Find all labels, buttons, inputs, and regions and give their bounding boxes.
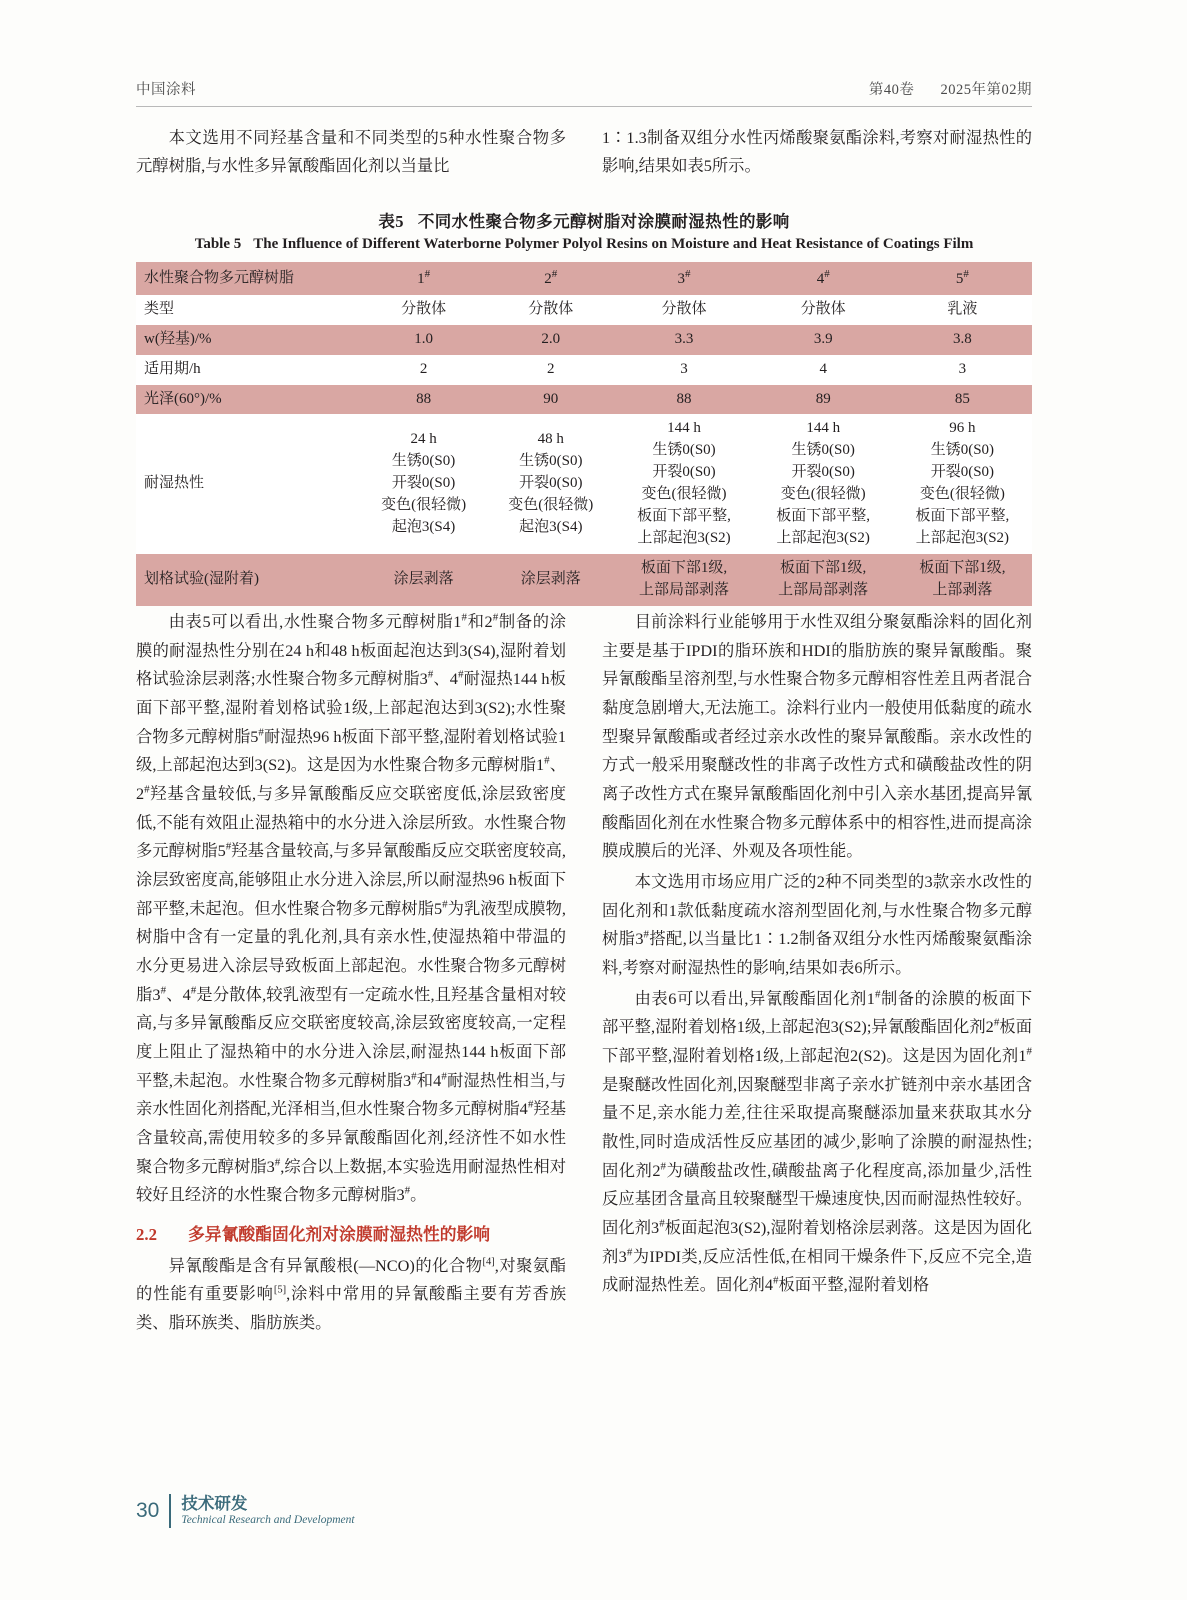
- table-cell: 板面下部1级, 上部剥落: [893, 554, 1032, 606]
- table-cell: 3: [893, 355, 1032, 385]
- table-caption-cn: [136, 208, 1032, 232]
- table-cell: 85: [893, 385, 1032, 415]
- body-paragraph: 目前涂料行业能够用于水性双组分聚氨酯涂料的固化剂主要是基于IPDI的脂环族和HDI的脂肪族的聚异氰酸酯。聚异氰酸酯呈溶剂型,与水性聚合物多元醇相容性差且两者混合黏度急剧增大,无法施工。涂料行业内一般使用低黏度的疏水型聚异氰酸酯或者经过亲水改性的聚异氰酸酯。亲水改性的方式一般采用聚醚改性的非离子改性方式和磺酸盐改性的阴离子改性方式在聚异氰酸酯固化剂中引入亲水基团,提高异氰酸酯固化剂在水性聚合物多元醇体系中的相容性,进而提高涂膜成膜后的光泽、外观及各项性能。: [602, 612, 1032, 861]
- table-cell: 3.3: [614, 325, 753, 355]
- table-cell: 144 h 生锈0(S0) 开裂0(S0) 变色(很轻微) 板面下部平整, 上部起泡3(S2): [614, 414, 753, 553]
- table-cell: 分散体: [360, 295, 487, 325]
- journal-name: 中国涂料: [136, 82, 196, 98]
- table-cell: 板面下部1级, 上部局部剥落: [754, 554, 893, 606]
- table-cell: 2.0: [487, 325, 614, 355]
- table-row-label: 划格试验(湿附着): [136, 554, 360, 606]
- table-row: [136, 262, 1032, 295]
- table-row-label: 光泽(60°)/%: [136, 385, 360, 415]
- intro-columns: [136, 124, 1032, 180]
- page-footer: [136, 1494, 355, 1528]
- table-cell: 分散体: [614, 295, 753, 325]
- table-row: [136, 385, 1032, 415]
- table-row: [136, 554, 1032, 606]
- table-row-label: 类型: [136, 295, 360, 325]
- table-row-label: w(羟基)/%: [136, 325, 360, 355]
- table-row-label: 水性聚合物多元醇树脂: [136, 262, 360, 295]
- table-cell: 分散体: [487, 295, 614, 325]
- section-title: 多异氰酸酯固化剂对涂膜耐湿热性的影响: [188, 1225, 491, 1245]
- footer-section-cn: 技术研发: [181, 1494, 248, 1514]
- body-paragraph: 由表5可以看出,水性聚合物多元醇树脂1#和2#制备的涂膜的耐湿热性分别在24 h和48 h板面起泡达到3(S4),湿附着划格试验涂层剥落;水性聚合物多元醇树脂3#、4#耐湿热144 h板面下部平整,湿附着划格试验1级,上部起泡达到3(S2);水性聚合物多元醇树脂5#耐湿热96 h板面下部平整,湿附着划格试验1级,上部起泡达到3(S2)。这是因为水性聚合物多元醇树脂1#、2#羟基含量较低,与多异氰酸酯反应交联密度低,涂层致密度低,不能有效阻止湿热箱中的水分进入涂层所致。水性聚合物多元醇树脂5#羟基含量较高,与多异氰酸酯反应交联密度较高,涂层致密度高,能够阻止水分进入涂层,所以耐湿热96 h板面下部平整,未起泡。但水性聚合物多元醇树脂5#为乳液型成膜物,树脂中含有一定量的乳化剂,具有亲水性,使湿热箱中带温的水分更易进入涂层导致板面上部起泡。水性聚合物多元醇树脂3#、4#是分散体,较乳液型有一定疏水性,且羟基含量相对较高,与多异氰酸酯反应交联密度较高,涂层致密度较高,一定程度上阻止了湿热箱中的水分进入涂层,耐湿热144 h板面下部平整,未起泡。水性聚合物多元醇树脂3#和4#耐湿热性相当,与亲水性固化剂搭配,光泽相当,但水性聚合物多元醇树脂4#羟基含量较高,需使用较多的多异氰酸酯固化剂,经济性不如水性聚合物多元醇树脂3#,综合以上数据,本实验选用耐湿热性相对较好且经济的水性聚合物多元醇树脂3#。: [136, 611, 566, 1205]
- table-cell: 乳液: [893, 295, 1032, 325]
- table-cell: 涂层剥落: [487, 554, 614, 606]
- table-caption-cn-number: 表5: [378, 212, 404, 231]
- table-cell: 3: [614, 355, 753, 385]
- table-cell: 5#: [893, 262, 1032, 295]
- body-paragraph: 由表6可以看出,异氰酸酯固化剂1#制备的涂膜的板面下部平整,湿附着划格1级,上部起泡3(S2);异氰酸酯固化剂2#板面下部平整,湿附着划格1级,上部起泡2(S2)。这是因为固化剂1#是聚醚改性固化剂,因聚醚型非离子亲水扩链剂中亲水基团含量不足,亲水能力差,往往采取提高聚醚添加量来获取其水分散性,同时造成活性反应基团的减少,影响了涂膜的耐湿热性;固化剂2#为磺酸盐改性,磺酸盐离子化程度高,添加量少,活性反应基团含量高且较聚醚型干燥速度快,因而耐湿热性较好。固化剂3#板面起泡3(S2),湿附着划格涂层剥落。这是因为固化剂3#为IPDI类,反应活性低,在相同干燥条件下,反应不完全,造成耐湿热性差。固化剂4#板面平整,湿附着划格: [602, 988, 1032, 1295]
- body-right-column: [602, 608, 1032, 1338]
- table-cell: 144 h 生锈0(S0) 开裂0(S0) 变色(很轻微) 板面下部平整, 上部起泡3(S2): [754, 414, 893, 553]
- section-number: 2.2: [136, 1225, 157, 1245]
- table-row-label: 适用期/h: [136, 355, 360, 385]
- table-cell: 2#: [487, 262, 614, 295]
- footer-section-en: Technical Research and Development: [181, 1514, 355, 1526]
- intro-right-paragraph: 1∶1.3制备双组分水性丙烯酸聚氨酯涂料,考察对耐湿热性的影响,结果如表5所示。: [602, 128, 1032, 176]
- table-cell: 3#: [614, 262, 753, 295]
- volume-label: 第40卷: [868, 82, 915, 98]
- table-row: [136, 295, 1032, 325]
- page-number: 30: [136, 1499, 160, 1522]
- table-cell: 48 h 生锈0(S0) 开裂0(S0) 变色(很轻微) 起泡3(S4): [487, 414, 614, 553]
- table-cell: 96 h 生锈0(S0) 开裂0(S0) 变色(很轻微) 板面下部平整, 上部起泡3(S2): [893, 414, 1032, 553]
- table-cell: 1.0: [360, 325, 487, 355]
- header-divider: [136, 106, 1032, 107]
- body-paragraph: 本文选用市场应用广泛的2种不同类型的3款亲水改性的固化剂和1款低黏度疏水溶剂型固化剂,与水性聚合物多元醇树脂3#搭配,以当量比1∶1.2制备双组分水性丙烯酸聚氨酯涂料,考察对耐湿热性的影响,结果如表6所示。: [602, 872, 1032, 978]
- table-row-label: 耐湿热性: [136, 414, 360, 553]
- table-row: [136, 414, 1032, 553]
- table-cell: 分散体: [754, 295, 893, 325]
- issue-info: [847, 78, 1032, 99]
- issue-label: 2025年第02期: [940, 82, 1032, 98]
- table-5: [136, 262, 1032, 606]
- intro-left-paragraph: 本文选用不同羟基含量和不同类型的5种水性聚合物多元醇树脂,与水性多异氰酸酯固化剂以当量比: [136, 128, 566, 176]
- table-cell: 3.8: [893, 325, 1032, 355]
- body-left-column: [136, 608, 566, 1338]
- section-heading-2-2: [136, 1220, 566, 1250]
- table-caption-en-number: Table 5: [194, 236, 242, 252]
- table-cell: 2: [487, 355, 614, 385]
- table-cell: 2: [360, 355, 487, 385]
- table-row: [136, 325, 1032, 355]
- table-caption-cn-text: 不同水性聚合物多元醇树脂对涂膜耐湿热性的影响: [417, 212, 790, 231]
- table-cell: 4: [754, 355, 893, 385]
- table-cell: 88: [360, 385, 487, 415]
- table-cell: 板面下部1级, 上部局部剥落: [614, 554, 753, 606]
- footer-section-name: [181, 1494, 354, 1528]
- page-header: [136, 78, 1032, 99]
- footer-divider: [169, 1494, 171, 1528]
- table-cell: 4#: [754, 262, 893, 295]
- table-cell: 24 h 生锈0(S0) 开裂0(S0) 变色(很轻微) 起泡3(S4): [360, 414, 487, 553]
- table-5-wrapper: [136, 262, 1032, 606]
- table-cell: 1#: [360, 262, 487, 295]
- table-row: [136, 355, 1032, 385]
- table-cell: 涂层剥落: [360, 554, 487, 606]
- table-caption-en-text: The Influence of Different Waterborne Polymer Polyol Resins on Moisture and Heat Resistance of Coatings Film: [253, 236, 974, 252]
- body-paragraph: 异氰酸酯是含有异氰酸根(—NCO)的化合物[4],对聚氨酯的性能有重要影响[5],涂料中常用的异氰酸酯主要有芳香族类、脂环族类、脂肪族类。: [136, 1255, 566, 1333]
- table-caption-en: [136, 236, 1032, 253]
- body-columns: [136, 608, 1032, 1338]
- table-cell: 3.9: [754, 325, 893, 355]
- table-cell: 90: [487, 385, 614, 415]
- table-cell: 88: [614, 385, 753, 415]
- table-cell: 89: [754, 385, 893, 415]
